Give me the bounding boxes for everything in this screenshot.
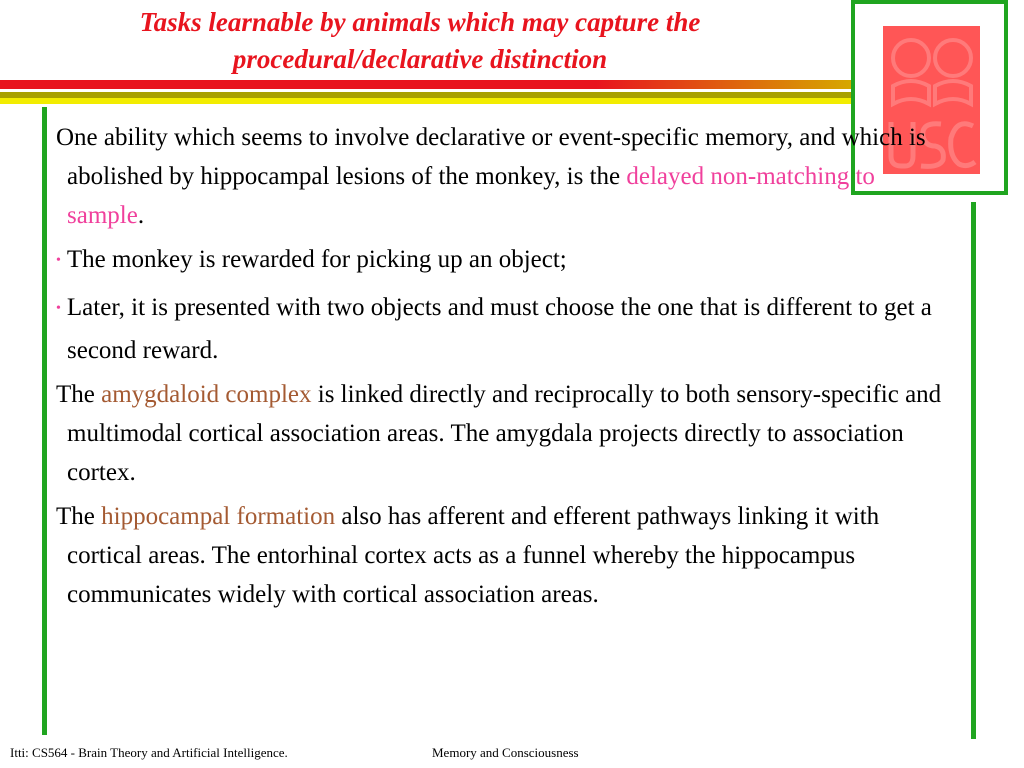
paragraph-text-end: . — [137, 202, 145, 229]
slide-title — [40, 4, 800, 78]
left-accent-line — [42, 107, 47, 735]
bullet-text: The monkey is rewarded for picking up an object; — [66, 246, 567, 273]
paragraph-text: One ability which seems to involve declarative or event-specific memory, and which is abolished by hippocampal lesions of the monkey, is the — [56, 124, 926, 190]
footer-course: Itti: CS564 - Brain Theory and Artificial Intelligence. — [10, 745, 288, 760]
slide-title-line-2: procedural/declarative distinction — [232, 44, 608, 74]
slide-body — [56, 118, 956, 614]
paragraph-text-end: is linked directly and reciprocally to both sensory-specific and multimodal cortical association areas. The amygdala projects directly to association cortex. — [67, 381, 942, 486]
highlight-hippocampal-formation: hippocampal formation — [101, 503, 336, 530]
paragraph-hippocampal — [56, 497, 956, 614]
slide-title-line-1: Tasks learnable by animals which may capture the — [139, 7, 701, 37]
paragraph-text-end: also has afferent and efferent pathways linking it with cortical areas. The entorhinal cortex acts as a funnel whereby the hippocampus communicates widely with cortical association areas. — [67, 503, 880, 608]
title-underline-stripes — [0, 80, 852, 106]
stripe-red — [0, 80, 852, 89]
highlight-amygdaloid-complex: amygdaloid complex — [101, 381, 312, 408]
paragraph-text: The — [56, 503, 102, 530]
paragraph-amygdaloid — [56, 375, 956, 492]
bullet-icon: • — [56, 301, 61, 316]
bullet-item-two-objects — [56, 288, 956, 370]
footer-topic: Memory and Consciousness — [432, 745, 579, 760]
stripe-yellow — [0, 98, 852, 104]
paragraph-text: The — [56, 381, 102, 408]
paragraph-declarative-memory — [56, 118, 956, 235]
right-accent-line — [971, 202, 976, 739]
bullet-icon: • — [56, 253, 61, 268]
bullet-item-rewarded — [56, 240, 956, 283]
highlight-delayed-non-matching: delayed non-matching to sample — [67, 163, 875, 229]
bullet-text: Later, it is presented with two objects and must choose the one that is different to get a second reward. — [66, 294, 932, 364]
